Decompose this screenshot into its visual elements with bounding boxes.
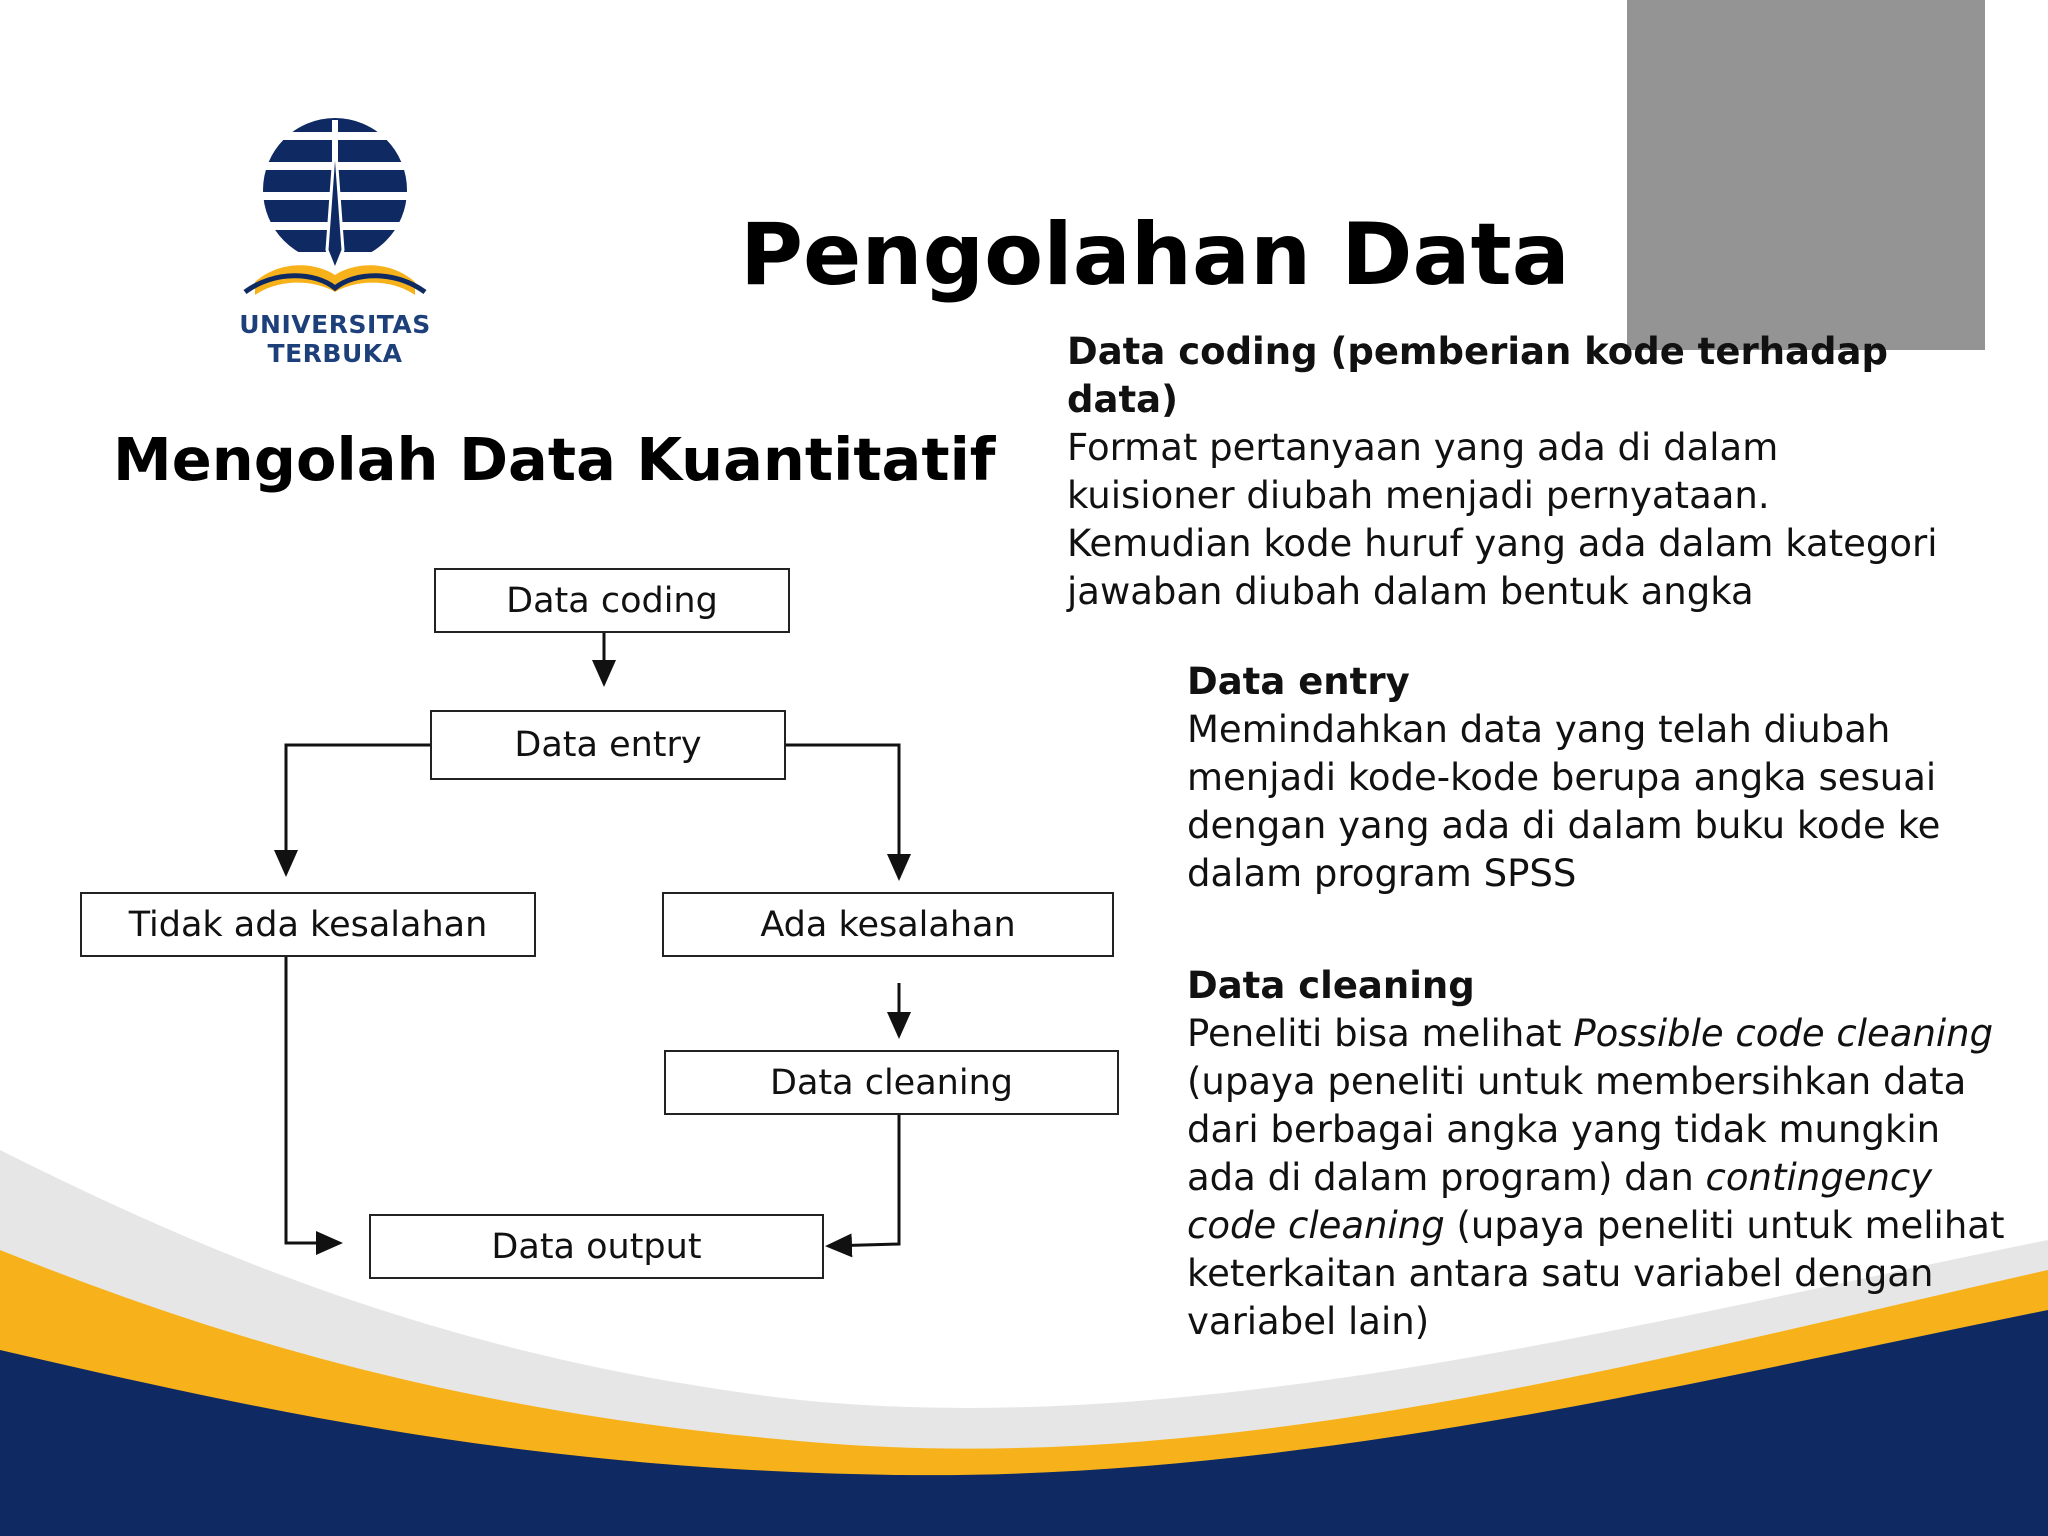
body-text: (upaya peneliti untuk membersihkan data dari berbagai angka yang tidak mungkin ada di dalam program) dan (1187, 1060, 1967, 1199)
body-text: (upaya peneliti untuk melihat keterkaitan antara satu variabel dengan variabel lain) (1187, 1204, 2005, 1343)
description-data-entry (1187, 658, 1987, 898)
description-data-cleaning (1187, 962, 2017, 1346)
arrow-cleaning-to-output (828, 1110, 899, 1246)
flow-node-tidak-ada-kesalahan: Tidak ada kesalahan (80, 892, 536, 957)
flow-node-ada-kesalahan: Ada kesalahan (662, 892, 1114, 957)
term-possible-code-cleaning: Possible code cleaning (1573, 1012, 1994, 1055)
description-body (1187, 1010, 2017, 1346)
description-body: Format pertanyaan yang ada di dalam kuisioner diubah menjadi pernyataan. Kemudian kode huruf yang ada dalam kategori jawaban diubah dalam bentuk angka (1067, 426, 1938, 613)
description-data-coding (1067, 328, 1947, 616)
flow-node-data-entry: Data entry (430, 710, 786, 780)
logo-wordmark: UNIVERSITAS TERBUKA (239, 310, 431, 368)
flow-node-data-coding: Data coding (434, 568, 790, 633)
description-body: Memindahkan data yang telah diubah menjadi kode-kode berupa angka sesuai dengan yang ada di dalam buku kode ke dalam program SPSS (1187, 708, 1941, 895)
flow-node-data-cleaning: Data cleaning (664, 1050, 1119, 1115)
description-heading: Data cleaning (1187, 964, 1475, 1007)
page-title: Pengolahan Data (740, 205, 1570, 305)
arrow-entry-to-error (785, 745, 899, 878)
section-title: Mengolah Data Kuantitatif (113, 425, 996, 494)
body-text: Peneliti bisa melihat (1187, 1012, 1574, 1055)
arrow-entry-to-no-error (286, 745, 431, 874)
flow-node-data-output: Data output (369, 1214, 824, 1279)
term-contingency-code-cleaning: contingency code cleaning (1187, 1156, 1933, 1247)
description-heading: Data coding (pemberian kode terhadap data) (1067, 330, 1888, 421)
arrow-no-error-to-output (286, 950, 340, 1243)
description-heading: Data entry (1187, 660, 1410, 703)
